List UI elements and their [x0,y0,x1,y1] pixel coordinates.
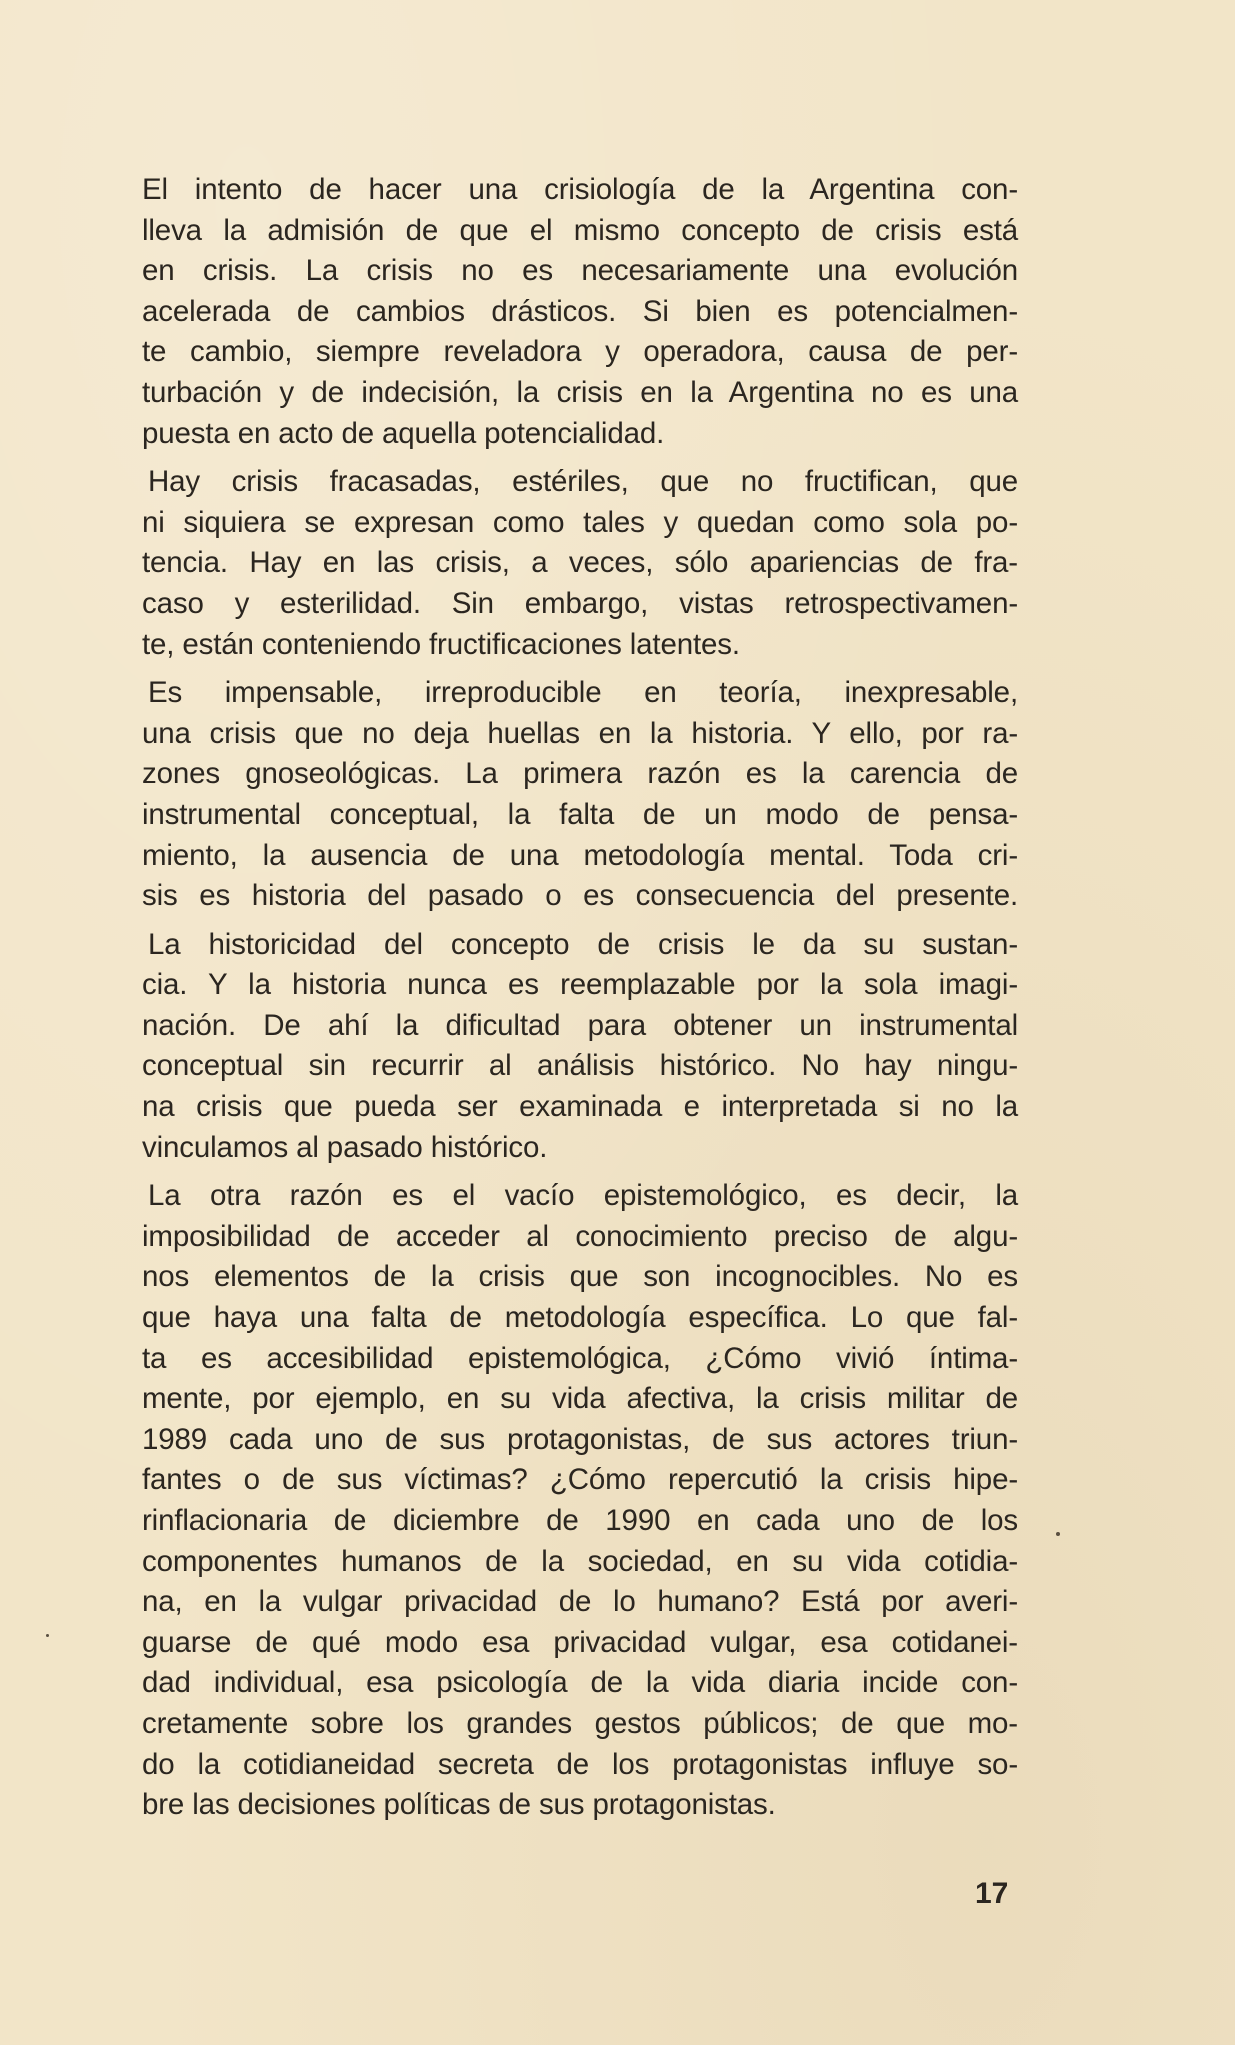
text-line: ni siquiera se expresan como tales y quedan como sola po- [142,505,1018,539]
text-line: 1989 cada uno de sus protagonistas, de sus actores triun- [142,1422,1018,1456]
text-line: una crisis que no deja huellas en la historia. Y ello, por ra- [142,716,1018,750]
text-line: cretamente sobre los grandes gestos públicos; de que mo- [142,1706,1018,1740]
text-line: mente, por ejemplo, en su vida afectiva, la crisis militar de [142,1382,1018,1416]
text-line: componentes humanos de la sociedad, en su vida cotidia- [142,1544,1018,1578]
text-line: na crisis que pueda ser examinada e interpretada si no la [142,1090,1018,1124]
text-line: miento, la ausencia de una metodología mental. Toda cri- [142,838,1018,872]
text-line: nos elementos de la crisis que son incognocibles. No es [142,1260,1018,1294]
text-line: puesta en acto de aquella potencialidad. [142,416,665,450]
text-line: imposibilidad de acceder al conocimiento preciso de algu- [142,1219,1018,1253]
page-number: 17 [975,1877,1009,1910]
text-line: dad individual, esa psicología de la vida diaria incide con- [142,1666,1018,1700]
text-line: vinculamos al pasado histórico. [142,1130,548,1164]
paper-speck [1056,1532,1060,1536]
paragraph-4 [142,925,1018,1169]
text-line: conceptual sin recurrir al análisis histórico. No hay ningu- [142,1049,1018,1083]
text-line: Hay crisis fracasadas, estériles, que no fructifican, que [148,465,1018,499]
paragraph-1 [142,170,1018,454]
paragraph-3 [142,673,1018,917]
text-line: que haya una falta de metodología específica. Lo que fal- [142,1301,1018,1335]
text-line: bre las decisiones políticas de sus protagonistas. [142,1788,776,1822]
text-line: te cambio, siempre reveladora y operadora, causa de per- [142,335,1018,369]
paper-speck [46,1634,49,1637]
text-line: en crisis. La crisis no es necesariamente una evolución [142,254,1018,288]
text-line: na, en la vulgar privacidad de lo humano? Está por averi- [142,1585,1018,1619]
text-line: lleva la admisión de que el mismo concepto de crisis está [142,213,1018,247]
text-line: acelerada de cambios drásticos. Si bien es potencialmen- [142,294,1018,328]
text-line: El intento de hacer una crisiología de la Argentina con- [142,173,1018,206]
text-line: ta es accesibilidad epistemológica, ¿Cómo vivió íntima- [142,1341,1018,1375]
text-line: guarse de qué modo esa privacidad vulgar, esa cotidanei- [142,1625,1018,1659]
text-line: rinflacionaria de diciembre de 1990 en cada uno de los [142,1504,1018,1537]
text-line: La historicidad del concepto de crisis le da su sustan- [148,927,1018,961]
text-line: do la cotidianeidad secreta de los protagonistas influye so- [142,1747,1018,1781]
text-line: Es impensable, irreproducible en teoría, inexpresable, [148,676,1018,710]
text-line: instrumental conceptual, la falta de un modo de pensa- [142,797,1018,831]
text-line: nación. De ahí la dificultad para obtener un instrumental [142,1008,1018,1042]
text-line: tencia. Hay en las crisis, a veces, sólo apariencias de fra- [142,546,1018,580]
body-text [142,170,1018,1834]
text-line: fantes o de sus víctimas? ¿Cómo repercutió la crisis hipe- [142,1463,1018,1497]
text-line: caso y esterilidad. Sin embargo, vistas retrospectivamen- [142,586,1018,620]
paragraph-5 [142,1176,1018,1826]
text-line: zones gnoseológicas. La primera razón es la carencia de [142,757,1018,791]
text-line: turbación y de indecisión, la crisis en la Argentina no es una [142,375,1018,409]
text-line: La otra razón es el vacío epistemológico, es decir, la [148,1179,1018,1213]
text-line: te, están conteniendo fructificaciones latentes. [142,627,740,661]
paragraph-2 [142,462,1018,665]
text-line: cia. Y la historia nunca es reemplazable por la sola imagi- [142,968,1018,1002]
text-line: sis es historia del pasado o es consecuencia del presente. [142,879,1018,913]
